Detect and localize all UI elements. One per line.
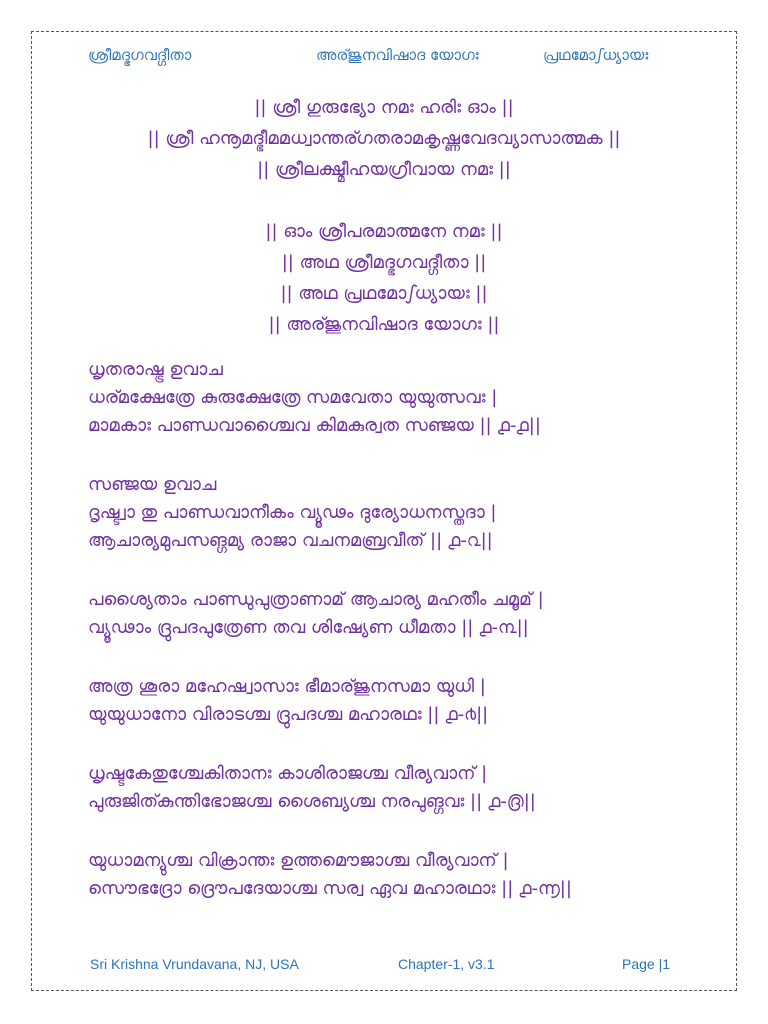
footer-version: Chapter-1, v3.1 xyxy=(398,956,495,972)
verse-line: സൌഭദ്രോ ദ്രൌപദേയാശ്ച സര്വ ഏവ മഹാരഥാഃ || ൧-൬|| xyxy=(88,878,572,899)
speaker-line: ധൃതരാഷ്ട്ര ഉവാച xyxy=(88,359,223,380)
header-chapter-number: പ്രഥമോഽധ്യായഃ xyxy=(543,46,649,64)
verse-4 xyxy=(88,673,728,729)
invocation-block xyxy=(0,92,768,340)
invocation-line: || ശ്രീലക്ഷ്മീഹയഗ്രീവായ നമഃ || xyxy=(257,159,511,180)
verse-1 xyxy=(88,356,728,440)
spacer xyxy=(0,185,768,216)
verse-line: ധര്മക്ഷേത്രേ കുരുക്ഷേത്രേ സമവേതാ യുയുത്സവഃ | xyxy=(88,387,498,408)
verse-line: പുരുജിത്കുന്തിഭോജശ്ച ശൈബ്യശ്ച നരപുങ്ഗവഃ || ൧-൫|| xyxy=(88,791,536,812)
invocation-line: || ശ്രീ ഹനൂമദ്ഭീമമധ്വാന്തര്ഗതരാമകൃഷ്ണവേദവ്യാസാത്മക || xyxy=(147,128,621,149)
verse-line: യുധാമന്യുശ്ച വിക്രാന്തഃ ഉത്തമൌജാശ്ച വീര്യവാന് | xyxy=(88,850,509,871)
header-book-title: ശ്രീമദ്ഭഗവദ്ഗീതാ xyxy=(88,46,192,64)
page-footer xyxy=(0,956,768,978)
invocation-line: || അര്ജുനവിഷാദ യോഗഃ || xyxy=(268,314,500,335)
verse-line: യുയുധാനോ വിരാടശ്ച ദ്രുപദശ്ച മഹാരഥഃ || ൧-൪|| xyxy=(88,704,489,725)
verse-2 xyxy=(88,471,728,555)
page-header xyxy=(0,46,768,72)
verse-block xyxy=(88,356,728,934)
invocation-line: || ഓം ശ്രീപരമാത്മനേ നമഃ || xyxy=(265,221,503,242)
verse-line: വ്യൂഢാം ദ്രുപദപുത്രേണ തവ ശിഷ്യേണ ധീമതാ || ൧-൩|| xyxy=(88,617,529,638)
verse-line: മാമകാഃ പാണ്ഡവാശ്ചൈവ കിമകുര്വത സഞ്ജയ || ൧-൧|| xyxy=(88,415,541,436)
verse-6 xyxy=(88,847,728,903)
speaker-line: സഞ്ജയ ഉവാച xyxy=(88,474,217,495)
invocation-line: || അഥ ശ്രീമദ്ഭഗവദ്ഗീതാ || xyxy=(281,252,487,273)
verse-line: ആചാര്യമുപസങ്ഗമ്യ രാജാ വചനമബ്രവീത് || ൧-൨|| xyxy=(88,530,493,551)
verse-3 xyxy=(88,586,728,642)
footer-page-number: Page |1 xyxy=(622,956,671,972)
footer-organization: Sri Krishna Vrundavana, NJ, USA xyxy=(90,956,299,972)
verse-line: ദൃഷ്ട്വാ തു പാണ്ഡവാനീകം വ്യൂഢം ദുര്യോധനസ്തദാ | xyxy=(88,502,497,523)
invocation-line: || അഥ പ്രഥമോഽധ്യായഃ || xyxy=(280,283,488,304)
verse-line: ധൃഷ്ടകേതുശ്ചേകിതാനഃ കാശിരാജശ്ച വീര്യവാന് | xyxy=(88,763,488,784)
invocation-line: || ശ്രീ ഗുരുഭ്യോ നമഃ ഹരിഃ ഓം || xyxy=(254,97,514,118)
header-chapter-title: അര്ജുനവിഷാദ യോഗഃ xyxy=(316,46,479,64)
verse-5 xyxy=(88,760,728,816)
verse-line: അത്ര ശൂരാ മഹേഷ്വാസാഃ ഭീമാര്ജുനസമാ യുധി | xyxy=(88,676,486,697)
verse-line: പശ്യൈതാം പാണ്ഡുപുത്രാണാമ് ആചാര്യ മഹതീം ചമൂമ് | xyxy=(88,589,544,610)
